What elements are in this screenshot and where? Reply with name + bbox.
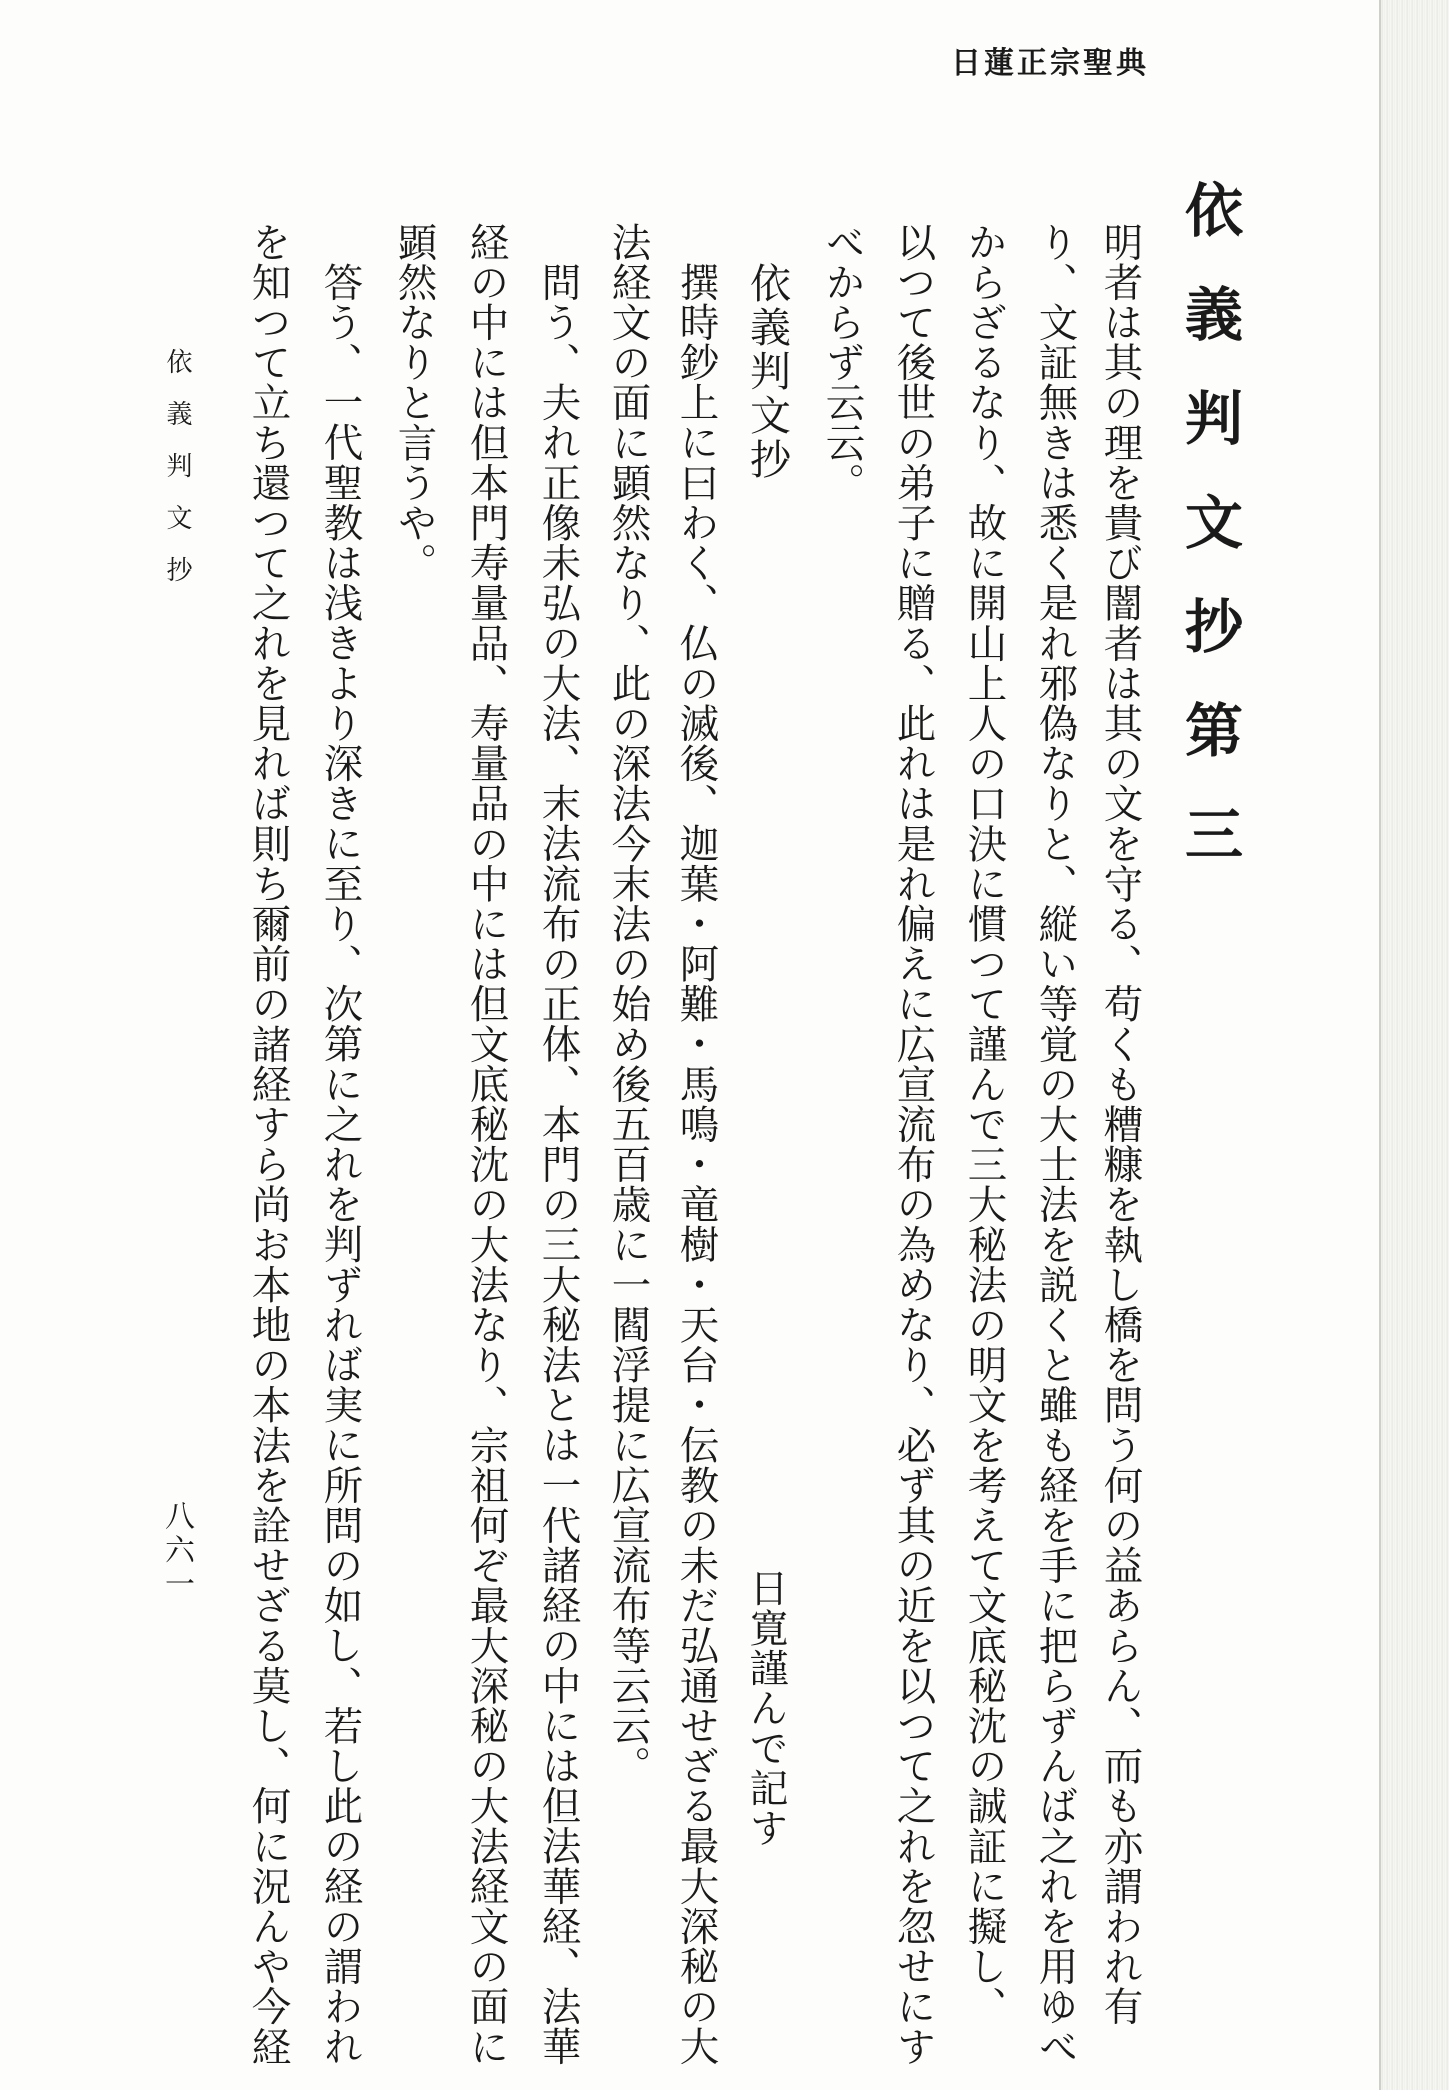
section-author: 日寛謹んで記す [743,1568,788,1848]
body-line-8: 問う、夫れ正像未弘の大法、末法流布の正体、本門の三大秘法とは一代諸経の中には但法華経、法華 [535,262,582,2067]
body-line-10: 顕然なりと言うや。 [391,222,438,583]
body-line-1: 明者は其の理を貴び闇者は其の文を守る、苟くも糟糠を執し橋を問う何の益あらん、而も亦謂われ有 [1097,222,1144,2027]
body-line-9: 経の中には但本門寿量品、寿量品の中には但文底秘沈の大法なり、宗祖何ぞ最大深秘の大法経文の面に [463,222,510,2067]
body-line-5: べからず云云。 [819,222,866,503]
body-line-4: 以つて後世の弟子に贈る、此れは是れ偏えに広宣流布の為めなり、必ず其の近を以つて之れを忽せにす [890,222,937,2067]
body-line-3: からざるなり、故に開山上人の口決に慣つて謹んで三大秘法の明文を考えて文底秘沈の誠証に擬し、 [961,222,1008,2027]
body-line-6: 撰時鈔上に曰わく、仏の滅後、迦葉・阿難・馬鳴・竜樹・天台・伝教の未だ弘通せざる最大深秘の大 [673,262,720,2067]
section-title: 依義判文抄 [743,262,791,482]
page-number: 八六一 [159,1500,194,1602]
body-line-12: を知つて立ち還つて之れを見れば則ち爾前の諸経すら尚お本地の本法を詮せざる莫し、何に況んや今経 [245,222,292,2067]
body-line-2: り、文証無きは悉く是れ邪偽なりと、縦い等覚の大士法を説くと雖も経を手に把らずんば之れを用ゆべ [1032,222,1079,2067]
running-header: 日蓮正宗聖典 [951,46,1149,81]
page-gutter [1379,0,1449,2090]
chapter-title: 依義判文抄第三 [1175,180,1243,908]
body-line-11: 答う、一代聖教は浅きより深きに至り、次第に之れを判ずれば実に所問の如し、若し此の経の謂われ [317,262,364,2067]
body-line-7: 法経文の面に顕然なり、此の深法今末法の始め後五百歳に一閻浮提に広宣流布等云云。 [605,222,652,1786]
running-footer-title: 依義判文抄 [162,348,192,608]
